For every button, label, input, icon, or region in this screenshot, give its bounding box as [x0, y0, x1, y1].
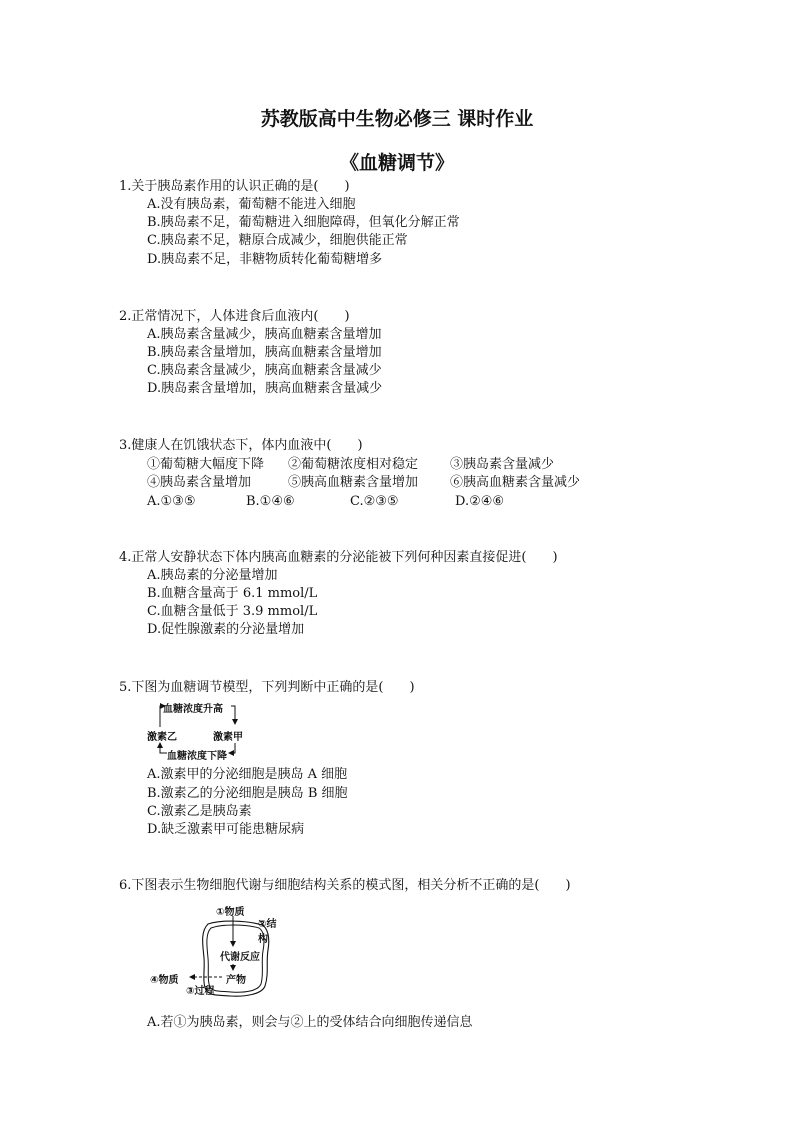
q1-option-c: C.胰岛素不足，糖原合成减少，细胞供能正常 — [147, 233, 408, 248]
q4-option-a: A.胰岛素的分泌量增加 — [147, 568, 278, 583]
question-1-stem: 1.关于胰岛素作用的认识正确的是( ) — [119, 179, 350, 194]
q5-option-a: A.激素甲的分泌细胞是胰岛 A 细胞 — [147, 767, 348, 782]
cell-metabolism-structure-diagram — [148, 898, 278, 1000]
arrow-bottom-to-left — [160, 743, 167, 753]
diagram-label-hormone-a: 激素甲 — [213, 732, 243, 743]
q4-option-b: B.血糖含量高于 6.1 mmol/L — [147, 586, 318, 601]
q2-option-a: A.胰岛素含量减少，胰高血糖素含量增加 — [147, 327, 382, 342]
document-title: 苏教版高中生物必修三 课时作业 — [260, 108, 534, 130]
q5-option-c: C.激素乙是胰岛素 — [147, 804, 252, 819]
diagram-label-hormone-b: 激素乙 — [147, 732, 177, 743]
diagram-label-process-3: ③过程 — [186, 986, 215, 997]
q5-option-b: B.激素乙的分泌细胞是胰岛 B 细胞 — [147, 786, 348, 801]
question-2-stem: 2.正常情况下，人体进食后血液内( ) — [119, 309, 350, 324]
q3-option-a: A.①③⑤ — [147, 494, 196, 509]
diagram-label-glucose-fall: 血糖浓度下降 — [167, 751, 227, 762]
q2-option-b: B.胰岛素含量增加，胰高血糖素含量增加 — [147, 345, 382, 360]
q4-option-d: D.促性腺激素的分泌量增加 — [147, 622, 305, 637]
diagram-label-product: 产物 — [226, 975, 246, 986]
diagram-label-structure-2: ②结构 — [258, 919, 277, 945]
diagram-label-substance-4: ④物质 — [150, 975, 179, 986]
question-5-stem: 5.下图为血糖调节模型，下列判断中正确的是( ) — [119, 680, 415, 695]
q3-option-b: B.①④⑥ — [246, 494, 295, 509]
q3-item-2: ②葡萄糖浓度相对稳定 — [288, 457, 419, 472]
q3-item-5: ⑤胰高血糖素含量增加 — [288, 475, 419, 490]
q2-option-d: D.胰岛素含量增加，胰高血糖素含量减少 — [147, 381, 383, 396]
q2-option-c: C.胰岛素含量减少，胰高血糖素含量减少 — [147, 363, 382, 378]
q6-option-a: A.若①为胰岛素，则会与②上的受体结合向细胞传递信息 — [147, 1015, 473, 1030]
q3-item-3: ③胰岛素含量减少 — [450, 457, 555, 472]
question-6-stem: 6.下图表示生物细胞代谢与细胞结构关系的模式图，相关分析不正确的是( ) — [119, 878, 571, 893]
q3-item-4: ④胰岛素含量增加 — [147, 475, 252, 490]
q3-item-1: ①葡萄糖大幅度下降 — [147, 457, 265, 472]
q1-option-a: A.没有胰岛素，葡萄糖不能进入细胞 — [147, 197, 356, 212]
question-3-stem: 3.健康人在饥饿状态下，体内血液中( ) — [119, 438, 363, 453]
q5-option-d: D.缺乏激素甲可能患糖尿病 — [147, 822, 305, 837]
arrow-right-to-bottom — [229, 743, 235, 753]
q1-option-b: B.胰岛素不足，葡萄糖进入细胞障碍，但氧化分解正常 — [147, 215, 460, 230]
diagram-label-glucose-rise: 血糖浓度升高 — [163, 704, 223, 715]
diagram-label-metabolic-reaction: 代谢反应 — [220, 952, 260, 963]
q3-option-c: C.②③⑤ — [350, 494, 399, 509]
q1-option-d: D.胰岛素不足，非糖物质转化葡萄糖增多 — [147, 252, 383, 267]
q3-option-d: D.②④⑥ — [455, 494, 505, 509]
document-subtitle: 《血糖调节》 — [339, 152, 454, 174]
q3-item-6: ⑥胰高血糖素含量减少 — [450, 475, 581, 490]
question-4-stem: 4.正常人安静状态下体内胰高血糖素的分泌能被下列何种因素直接促进( ) — [119, 550, 558, 565]
q4-option-c: C.血糖含量低于 3.9 mmol/L — [147, 604, 318, 619]
arrow-right-down — [231, 706, 235, 724]
diagram-label-substance-1: ①物质 — [216, 907, 245, 918]
blood-glucose-regulation-diagram — [145, 697, 265, 763]
